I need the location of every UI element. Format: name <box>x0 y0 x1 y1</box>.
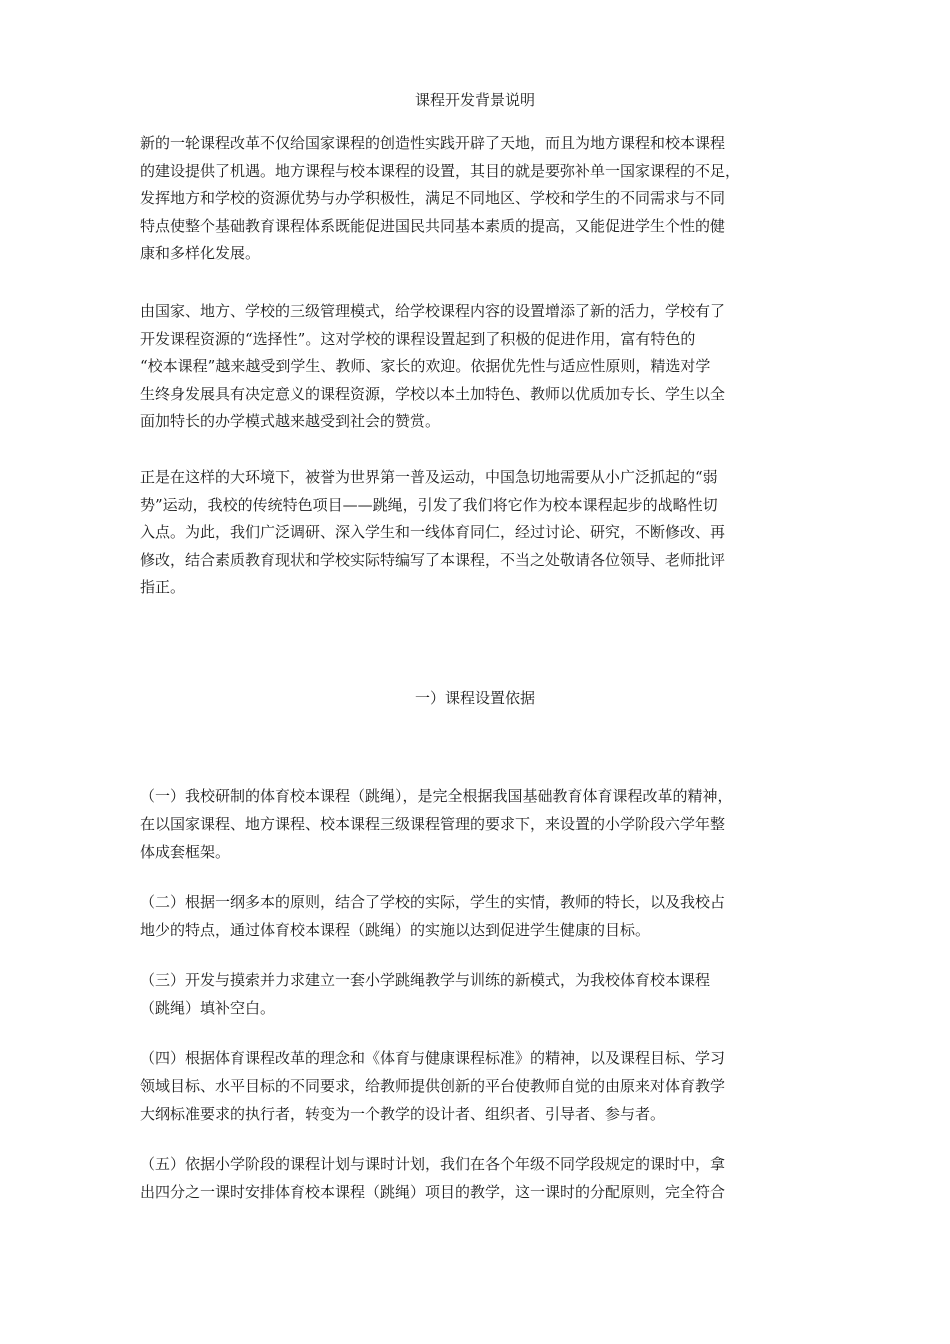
paragraph-line: 特点使整个基础教育课程体系既能促进国民共同基本素质的提高，又能促进学生个性的健 <box>140 216 726 235</box>
item-line: （一）我校研制的体育校本课程（跳绳），是完全根据我国基础教育体育课程改革的精神， <box>140 787 733 805</box>
paragraph-line: 正是在这样的大环境下，被誉为世界第一普及运动，中国急切地需要从小广泛抓起的“弱 <box>140 468 718 486</box>
paragraph-line: 新的一轮课程改革不仅给国家课程的创造性实践开辟了天地，而且为地方课程和校本课程 <box>140 134 726 152</box>
paragraph-line: 生终身发展具有决定意义的课程资源，学校以本土加特色、教师以优质加专长、学生以全 <box>140 384 726 403</box>
paragraph-line: 势”运动，我校的传统特色项目——跳绳，引发了我们将它作为校本课程起步的战略性切 <box>140 495 718 514</box>
item-line: （二）根据一纲多本的原则，结合了学校的实际，学生的实情，教师的特长，以及我校占 <box>140 893 726 911</box>
item-line: 地少的特点，通过体育校本课程（跳绳）的实施以达到促进学生健康的目标。 <box>140 921 651 939</box>
item-line: 在以国家课程、地方课程、校本课程三级课程管理的要求下，来设置的小学阶段六学年整 <box>140 815 726 833</box>
paragraph-line: 修改，结合素质教育现状和学校实际特编写了本课程，不当之处敬请各位领导、老师批评 <box>140 550 726 569</box>
list-item <box>140 966 826 1022</box>
item-line: （三）开发与摸索并力求建立一套小学跳绳教学与训练的新模式，为我校体育校本课程 <box>140 971 711 989</box>
paragraph-line: 由国家、地方、学校的三级管理模式，给学校课程内容的设置增添了新的活力，学校有了 <box>140 302 726 320</box>
list-item <box>140 1044 826 1128</box>
paragraph-intro <box>140 130 826 268</box>
paragraph-line: 的建设提供了机遇。地方课程与校本课程的设置，其目的就是要弥补单一国家课程的不足， <box>140 161 741 180</box>
item-line: （五）依据小学阶段的课程计划与课时计划，我们在各个年级不同学段规定的课时中，拿 <box>140 1155 726 1173</box>
paragraph-management <box>140 298 826 436</box>
paragraph-line: 入点。为此，我们广泛调研、深入学生和一线体育同仁，经过讨论、研究，不断修改、再 <box>140 523 726 541</box>
list-item <box>140 1150 826 1206</box>
paragraph-line: 发挥地方和学校的资源优势与办学积极性，满足不同地区、学校和学生的不同需求与不同 <box>140 189 726 207</box>
item-line: 大纲标准要求的执行者，转变为一个教学的设计者、组织者、引导者、参与者。 <box>140 1105 666 1123</box>
paragraph-background <box>140 464 826 602</box>
paragraph-line: “校本课程”越来越受到学生、教师、家长的欢迎。依据优先性与适应性原则，精选对学 <box>140 357 711 375</box>
item-line: （跳绳）填补空白。 <box>140 999 276 1017</box>
item-line: 出四分之一课时安排体育校本课程（跳绳）项目的教学，这一课时的分配原则，完全符合 <box>140 1183 726 1201</box>
item-line: （四）根据体育课程改革的理念和《体育与健康课程标准》的精神，以及课程目标、学习 <box>140 1049 726 1067</box>
item-line: 领域目标、水平目标的不同要求，给教师提供创新的平台使教师自觉的由原来对体育教学 <box>140 1077 726 1095</box>
item-line: 体成套框架。 <box>140 843 231 861</box>
paragraph-line: 指正。 <box>140 578 186 596</box>
section-title: 一）课程设置依据 <box>414 689 535 707</box>
document-title: 课程开发背景说明 <box>414 91 535 109</box>
paragraph-line: 开发课程资源的“选择性”。这对学校的课程设置起到了积极的促进作用，富有特色的 <box>140 329 696 348</box>
list-item <box>140 782 826 866</box>
paragraph-line: 康和多样化发展。 <box>140 244 261 262</box>
paragraph-line: 面加特长的办学模式越来越受到社会的赞赏。 <box>140 412 441 430</box>
list-item <box>140 888 826 944</box>
